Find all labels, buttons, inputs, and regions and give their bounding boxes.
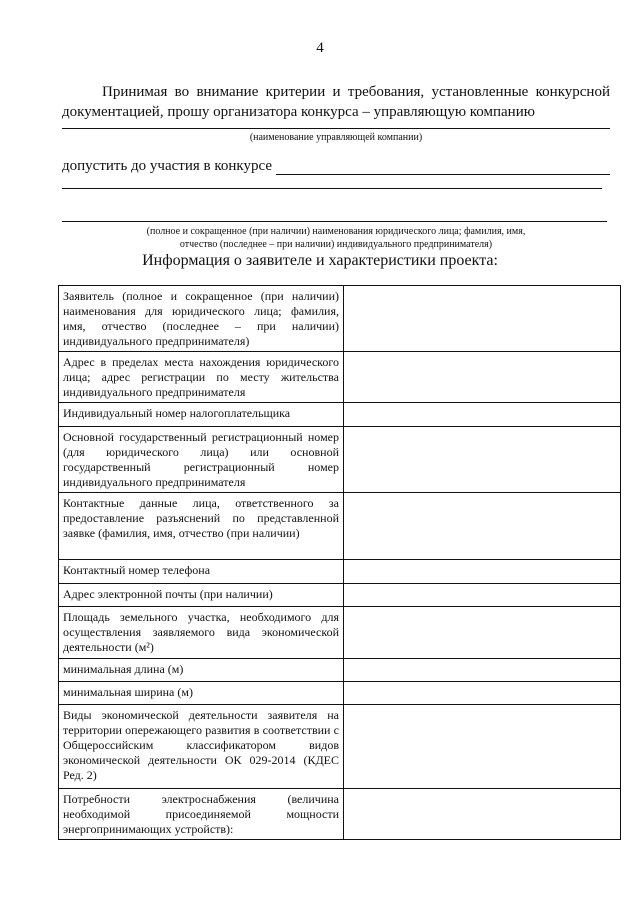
- row-label-cell: [59, 682, 344, 705]
- row-label: Контактные данные лица, ответственного за предоставление разъяснений по представленной заявке (фамилия, имя, отчество (при наличии): [63, 496, 339, 540]
- company-name-line: [62, 128, 610, 129]
- applicant-caption-line-1: (полное и сокращенное (при наличии) наименования юридического лица; фамилия, имя,: [146, 226, 526, 237]
- table-row: [59, 584, 621, 607]
- row-label: Адрес электронной почты (при наличии): [63, 587, 273, 601]
- row-label: Индивидуальный номер налогоплательщика: [63, 406, 291, 420]
- admit-text: допустить до участия в конкурсе: [62, 158, 272, 174]
- row-value-cell[interactable]: [344, 659, 621, 682]
- row-label: минимальная ширина (м): [63, 685, 193, 699]
- row-value-cell[interactable]: [344, 427, 621, 493]
- applicant-line-1: [276, 174, 610, 175]
- row-label-cell: [59, 607, 344, 659]
- row-label-cell: [59, 403, 344, 427]
- row-label: Виды экономической деятельности заявителя на территории опережающего развития в соответствии с Общероссийским классификатором видов экономической деятельности ОК 029-2014 (КДЕС Ред. 2): [63, 708, 339, 782]
- row-value-cell[interactable]: [344, 286, 621, 352]
- row-label: Потребности электроснабжения (величина необходимой присоединяемой мощности энергопринимающих устройств):: [63, 792, 339, 836]
- row-label: Адрес в пределах места нахождения юридического лица; адрес регистрации по месту жительства индивидуального предпринимателя: [63, 355, 339, 399]
- applicant-caption-line-2: отчество (последнее – при наличии) индивидуального предпринимателя): [179, 239, 493, 250]
- row-label: минимальная длина (м): [63, 662, 184, 676]
- applicant-line-2: [62, 188, 602, 189]
- table-row: [59, 607, 621, 659]
- applicant-info-table: [58, 285, 621, 840]
- table-row: [59, 403, 621, 427]
- table-row: [59, 427, 621, 493]
- row-value-cell[interactable]: [344, 352, 621, 403]
- row-value-cell[interactable]: [344, 560, 621, 584]
- row-label-cell: [59, 286, 344, 352]
- applicant-line-3: [62, 221, 607, 222]
- section-title: Информация о заявителе и характеристики проекта:: [142, 252, 498, 269]
- intro-paragraph: Принимая во внимание критерии и требования, установленные конкурсной документацией, прошу организатора конкурса – управляющую компанию: [62, 84, 610, 120]
- row-label-cell: [59, 560, 344, 584]
- table-row: [59, 682, 621, 705]
- row-label: Контактный номер телефона: [63, 563, 211, 577]
- table-row: [59, 493, 621, 560]
- row-value-cell[interactable]: [344, 682, 621, 705]
- table-row: [59, 560, 621, 584]
- row-label-cell: [59, 584, 344, 607]
- row-label-cell: [59, 427, 344, 493]
- table-row: [59, 705, 621, 789]
- company-name-caption: (наименование управляющей компании): [249, 132, 423, 143]
- row-value-cell[interactable]: [344, 403, 621, 427]
- table-row: [59, 286, 621, 352]
- row-value-cell[interactable]: [344, 607, 621, 659]
- table-row: [59, 352, 621, 403]
- table-row: [59, 659, 621, 682]
- row-label-cell: [59, 659, 344, 682]
- row-value-cell[interactable]: [344, 584, 621, 607]
- row-label-cell: [59, 352, 344, 403]
- row-value-cell[interactable]: [344, 789, 621, 840]
- row-label: Заявитель (полное и сокращенное (при наличии) наименования для юридического лица; фамилия, имя, отчество (последнее – при наличии) индивидуального предпринимателя): [63, 289, 339, 348]
- row-label: Площадь земельного участка, необходимого для осуществления заявляемого вида экономической деятельности (м²): [63, 610, 339, 654]
- row-value-cell[interactable]: [344, 705, 621, 789]
- row-label-cell: [59, 789, 344, 840]
- row-label-cell: [59, 705, 344, 789]
- row-value-cell[interactable]: [344, 493, 621, 560]
- page-number: 4: [316, 40, 324, 56]
- row-label-cell: [59, 493, 344, 560]
- row-label: Основной государственный регистрационный номер (для юридического лица) или основной государственный регистрационный номер индивидуального предпринимателя: [63, 430, 339, 489]
- table-row: [59, 789, 621, 840]
